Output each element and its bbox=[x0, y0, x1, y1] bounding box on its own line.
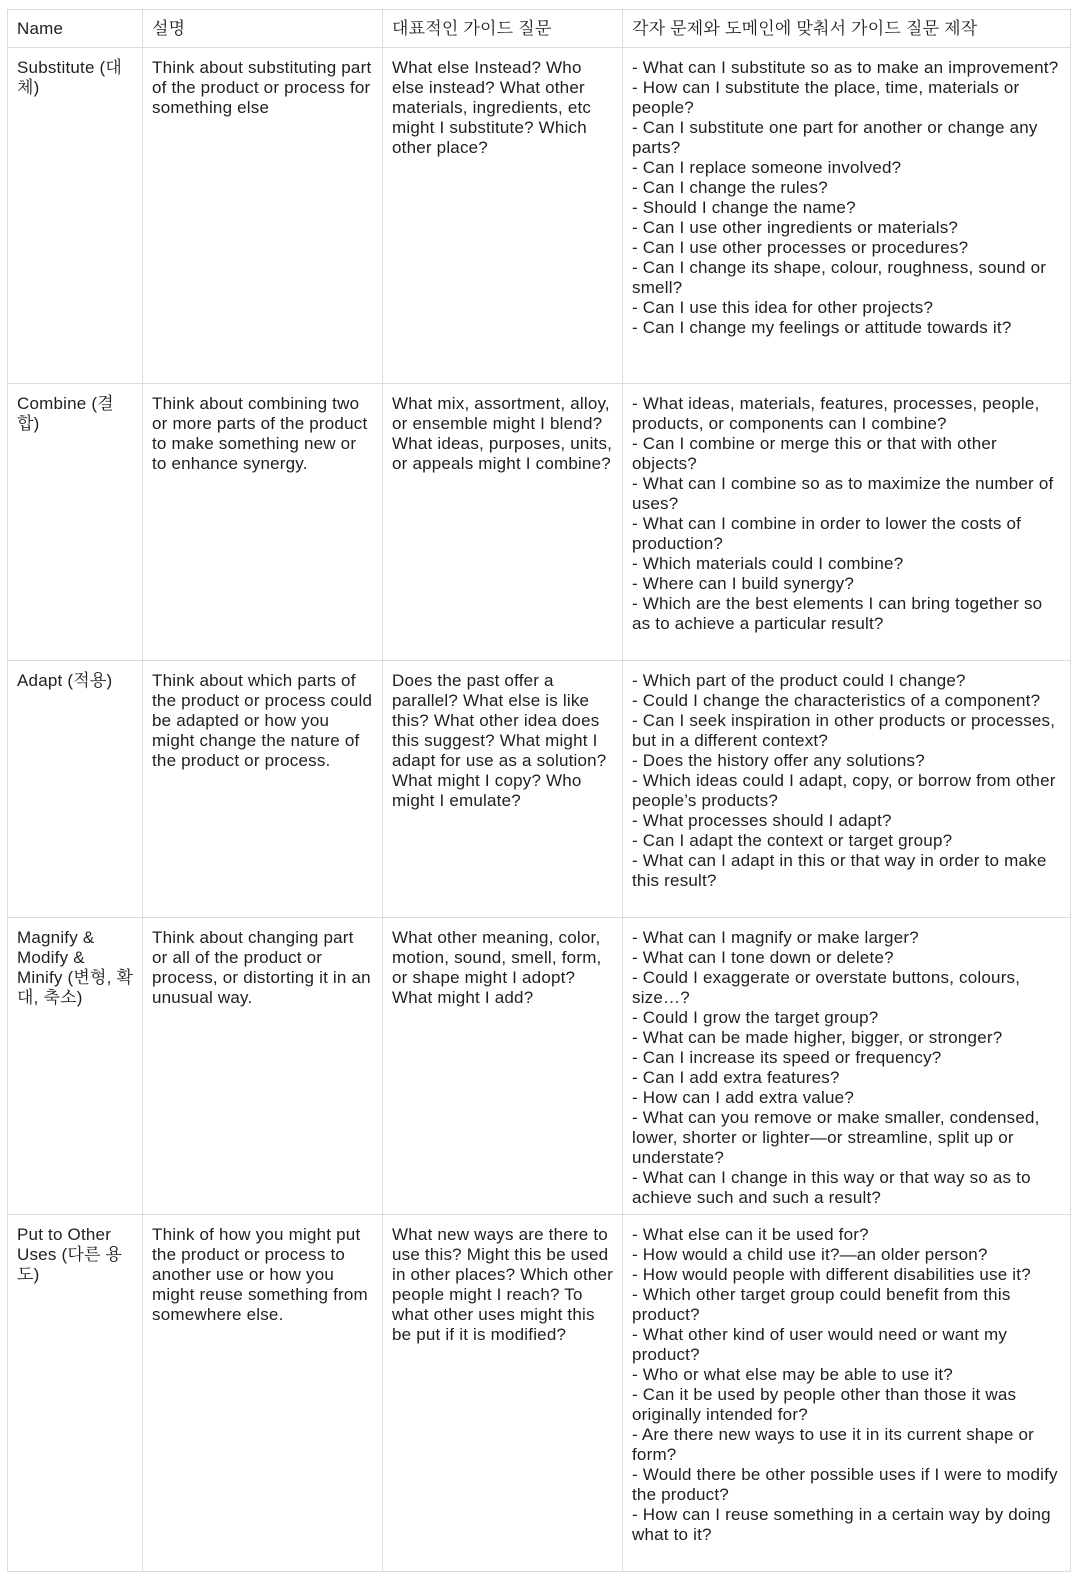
header-representative-questions: 대표적인 가이드 질문 bbox=[383, 10, 623, 48]
cell-representative: What else Instead? Who else instead? What other materials, ingredients, etc might I substitute? Which other place? bbox=[383, 48, 623, 384]
custom-question: - Which ideas could I adapt, copy, or borrow from other people’s products? bbox=[632, 771, 1056, 810]
custom-question: - Where can I build synergy? bbox=[632, 574, 854, 593]
cell-custom-questions bbox=[623, 48, 1071, 384]
header-description: 설명 bbox=[143, 10, 383, 48]
custom-question: - Which part of the product could I change? bbox=[632, 671, 966, 690]
custom-question: - Would there be other possible uses if I were to modify the product? bbox=[632, 1465, 1058, 1504]
cell-description: Think about changing part or all of the product or process, or distorting it in an unusual way. bbox=[143, 918, 383, 1215]
custom-question: - How can I add extra value? bbox=[632, 1088, 854, 1107]
custom-question: - Which are the best elements I can bring together so as to achieve a particular result? bbox=[632, 594, 1043, 633]
table-row bbox=[8, 384, 1071, 661]
custom-question: - How can I reuse something in a certain way by doing what to it? bbox=[632, 1505, 1051, 1544]
table-row bbox=[8, 48, 1071, 384]
cell-name: Put to Other Uses (다른 용도) bbox=[8, 1215, 143, 1572]
custom-question: - What can I combine so as to maximize the number of uses? bbox=[632, 474, 1054, 513]
cell-representative: What new ways are there to use this? Might this be used in other places? Which other people might I reach? To what other uses might this be put if it is modified? bbox=[383, 1215, 623, 1572]
cell-name: Adapt (적용) bbox=[8, 661, 143, 918]
custom-question: - What can I combine in order to lower the costs of production? bbox=[632, 514, 1022, 553]
cell-name: Combine (결합) bbox=[8, 384, 143, 661]
custom-question: - Can I change the rules? bbox=[632, 178, 828, 197]
custom-question: - Which other target group could benefit from this product? bbox=[632, 1285, 1011, 1324]
custom-question: - Can I change its shape, colour, roughness, sound or smell? bbox=[632, 258, 1047, 297]
custom-question: - What can I substitute so as to make an improvement? bbox=[632, 58, 1059, 77]
custom-question: - What processes should I adapt? bbox=[632, 811, 892, 830]
custom-question: - What can you remove or make smaller, condensed, lower, shorter or lighter—or streamline, split up or understate? bbox=[632, 1108, 1040, 1167]
cell-description: Think of how you might put the product or process to another use or how you might reuse something from somewhere else. bbox=[143, 1215, 383, 1572]
custom-question: - Can I substitute one part for another or change any parts? bbox=[632, 118, 1038, 157]
custom-question: - Can I use this idea for other projects? bbox=[632, 298, 934, 317]
scamper-table bbox=[7, 9, 1071, 1572]
cell-representative: What mix, assortment, alloy, or ensemble might I blend? What ideas, purposes, units, or appeals might I combine? bbox=[383, 384, 623, 661]
header-row bbox=[8, 10, 1071, 48]
custom-question: - What else can it be used for? bbox=[632, 1225, 869, 1244]
custom-question: - Can I increase its speed or frequency? bbox=[632, 1048, 942, 1067]
custom-question: - What other kind of user would need or want my product? bbox=[632, 1325, 1008, 1364]
custom-question: - Are there new ways to use it in its current shape or form? bbox=[632, 1425, 1034, 1464]
custom-question: - Who or what else may be able to use it? bbox=[632, 1365, 953, 1384]
custom-question: - What can I adapt in this or that way in order to make this result? bbox=[632, 851, 1047, 890]
table-row bbox=[8, 661, 1071, 918]
custom-question: - What can I change in this way or that way so as to achieve such and such a result? bbox=[632, 1168, 1031, 1207]
cell-custom-questions bbox=[623, 384, 1071, 661]
cell-representative: Does the past offer a parallel? What else is like this? What other idea does this suggest? What might I adapt for use as a solution? What might I copy? Who might I emulate? bbox=[383, 661, 623, 918]
custom-question: - Could I exaggerate or overstate buttons, colours, size…? bbox=[632, 968, 1021, 1007]
custom-question: - What can I tone down or delete? bbox=[632, 948, 894, 967]
custom-question: - Can I adapt the context or target group? bbox=[632, 831, 953, 850]
custom-question: - How would people with different disabilities use it? bbox=[632, 1265, 1031, 1284]
custom-question: - Does the history offer any solutions? bbox=[632, 751, 925, 770]
custom-question: - Can I use other ingredients or materials? bbox=[632, 218, 959, 237]
custom-question: - Which materials could I combine? bbox=[632, 554, 904, 573]
custom-question: - Can I seek inspiration in other products or processes, but in a different context? bbox=[632, 711, 1056, 750]
custom-question: - Could I grow the target group? bbox=[632, 1008, 879, 1027]
cell-name: Substitute (대체) bbox=[8, 48, 143, 384]
custom-question: - What can be made higher, bigger, or stronger? bbox=[632, 1028, 1003, 1047]
custom-question: - Could I change the characteristics of a component? bbox=[632, 691, 1041, 710]
cell-name: Magnify & Modify & Minify (변형, 확대, 축소) bbox=[8, 918, 143, 1215]
custom-question: - What can I magnify or make larger? bbox=[632, 928, 919, 947]
cell-custom-questions bbox=[623, 1215, 1071, 1572]
cell-description: Think about combining two or more parts of the product to make something new or to enhance synergy. bbox=[143, 384, 383, 661]
table-row bbox=[8, 918, 1071, 1215]
custom-question: - Can I combine or merge this or that with other objects? bbox=[632, 434, 997, 473]
cell-custom-questions bbox=[623, 918, 1071, 1215]
custom-question: - Should I change the name? bbox=[632, 198, 856, 217]
custom-question: - What ideas, materials, features, processes, people, products, or components can I combine? bbox=[632, 394, 1040, 433]
custom-question: - Can it be used by people other than those it was originally intended for? bbox=[632, 1385, 1017, 1424]
cell-custom-questions bbox=[623, 661, 1071, 918]
custom-question: - Can I replace someone involved? bbox=[632, 158, 902, 177]
header-custom-questions: 각자 문제와 도메인에 맞춰서 가이드 질문 제작 bbox=[623, 10, 1071, 48]
custom-question: - Can I use other processes or procedures? bbox=[632, 238, 969, 257]
custom-question: - Can I add extra features? bbox=[632, 1068, 840, 1087]
cell-description: Think about which parts of the product or process could be adapted or how you might change the nature of the product or process. bbox=[143, 661, 383, 918]
table-row bbox=[8, 1215, 1071, 1572]
cell-description: Think about substituting part of the product or process for something else bbox=[143, 48, 383, 384]
custom-question: - How can I substitute the place, time, materials or people? bbox=[632, 78, 1020, 117]
custom-question: - Can I change my feelings or attitude towards it? bbox=[632, 318, 1012, 337]
custom-question: - How would a child use it?—an older person? bbox=[632, 1245, 988, 1264]
header-name: Name bbox=[8, 10, 143, 48]
cell-representative: What other meaning, color, motion, sound, smell, form, or shape might I adopt? What might I add? bbox=[383, 918, 623, 1215]
